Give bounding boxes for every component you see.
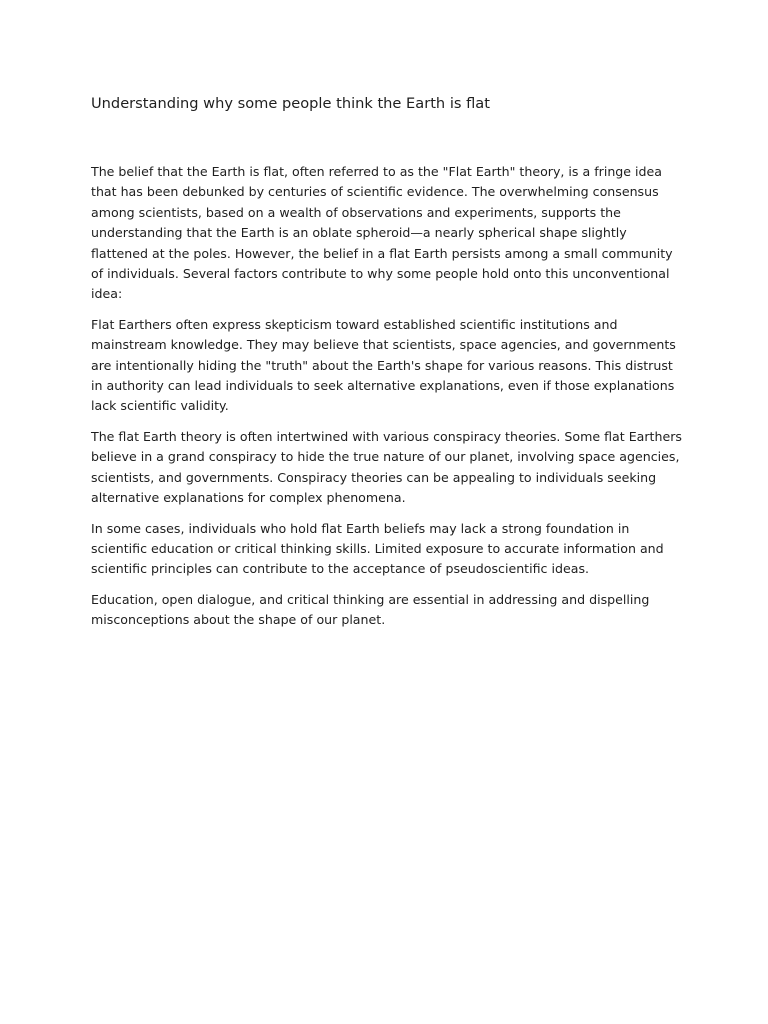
paragraph-education-gap: In some cases, individuals who hold flat Earth beliefs may lack a strong foundation in scientific education or critical thinking skills. Limited exposure to accurate information and scientific principles can contribute to the acceptance of pseudoscientific ideas. [91, 520, 664, 577]
paragraph-skepticism: Flat Earthers often express skepticism toward established scientific institutions and mainstream knowledge. They may believe that scientists, space agencies, and governments are intentionally hiding the "truth" about the Earth's shape for various reasons. This distrust in authority can lead individuals to seek alternative explanations, even if those explanations lack scientific validity. [91, 316, 676, 414]
paragraph-intro: The belief that the Earth is flat, often referred to as the "Flat Earth" theory, is a fringe idea that has been debunked by centuries of scientific evidence. The overwhelming consensus among scientists, based on a wealth of observations and experiments, supports the understanding that the Earth is an oblate spheroid—a nearly spherical shape slightly flattened at the poles. However, the belief in a flat Earth persists among a small community of individuals. Several factors contribute to why some people hold onto this unconventional idea: [91, 164, 673, 302]
paragraph-conclusion: Education, open dialogue, and critical thinking are essential in addressing and dispelling misconceptions about the shape of our planet. [91, 591, 650, 628]
paragraph-conspiracy: The flat Earth theory is often intertwined with various conspiracy theories. Some flat Earthers believe in a grand conspiracy to hide the true nature of our planet, involving space agencies, scientists, and governments. Conspiracy theories can be appealing to individuals seeking alternative explanations for complex phenomena. [91, 428, 682, 506]
document-body [91, 93, 683, 641]
document-title: Understanding why some people think the Earth is flat [91, 95, 490, 112]
